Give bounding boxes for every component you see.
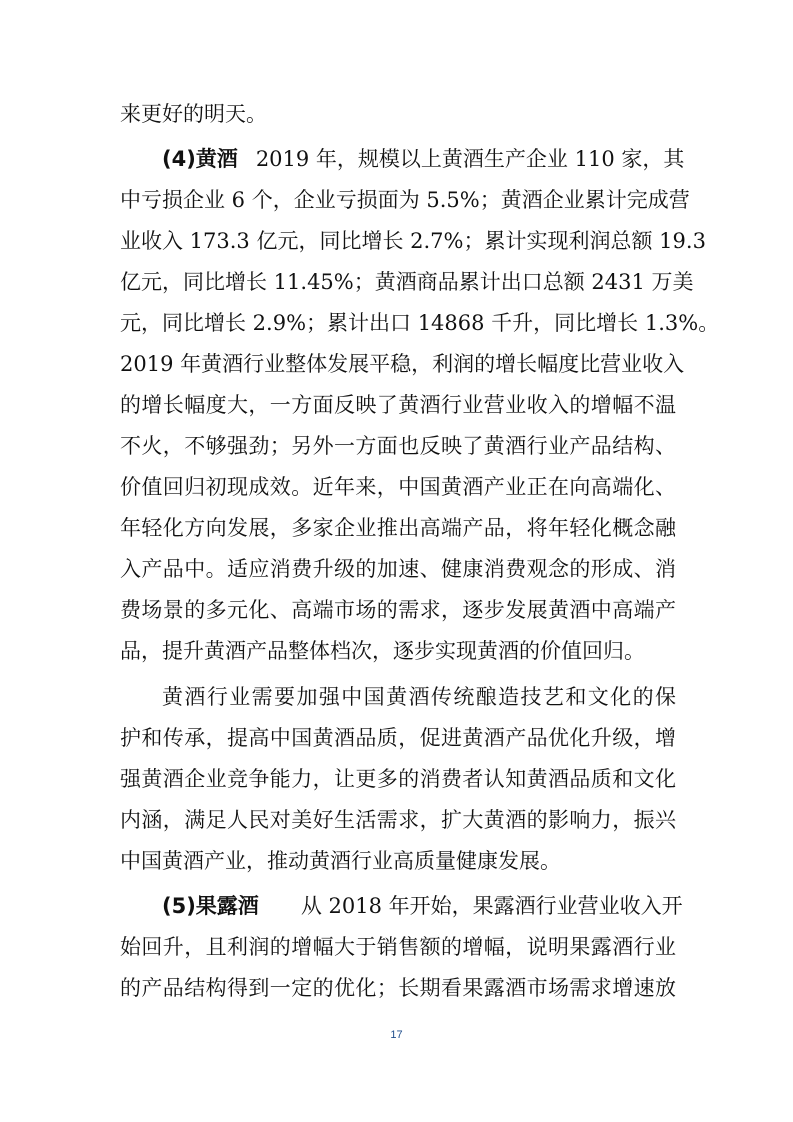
carryover-line-1: 来更好的明天。	[120, 102, 267, 126]
section-5-line-3: 的产品结构得到一定的优化；长期看果露酒市场需求增速放	[120, 976, 676, 1000]
section-4-line-2: 中亏损企业 6 个，企业亏损面为 5.5%；黄酒企业累计完成营	[120, 188, 690, 212]
section-4-line-11: 入产品中。适应消费升级的加速、健康消费观念的形成、消	[120, 557, 676, 581]
section-4-line-5: 元，同比增长 2.9%；累计出口 14868 千升，同比增长 1.3%。	[120, 311, 720, 335]
section-4-para-2-line-5: 中国黄酒产业，推动黄酒行业高质量健康发展。	[120, 849, 561, 873]
section-4-para-2-line-1: 黄酒行业需要加强中国黄酒传统酿造技艺和文化的保	[162, 685, 676, 709]
section-4-line-12: 费场景的多元化、高端市场的需求，逐步发展黄酒中高端产	[120, 598, 676, 622]
section-4-para-2-line-3: 强黄酒企业竞争能力，让更多的消费者认知黄酒品质和文化	[120, 767, 676, 791]
section-4-line-3: 业收入 173.3 亿元，同比增长 2.7%；累计实现利润总额 19.3	[120, 229, 706, 253]
page-number: 17	[390, 1029, 403, 1041]
section-4-line-7: 的增长幅度大，一方面反映了黄酒行业营业收入的增幅不温	[120, 393, 676, 417]
section-4-line-8: 不火，不够强劲；另外一方面也反映了黄酒行业产品结构、	[120, 434, 676, 458]
section-4-para-2-line-4: 内涵，满足人民对美好生活需求，扩大黄酒的影响力，振兴	[120, 808, 676, 832]
section-4-line-6: 2019 年黄酒行业整体发展平稳，利润的增长幅度比营业收入	[120, 352, 685, 376]
section-4-line-1	[162, 139, 685, 179]
section-4-line-9: 价值回归初现成效。近年来，中国黄酒产业正在向高端化、	[120, 475, 676, 499]
section-4-line-4: 亿元，同比增长 11.45%；黄酒商品累计出口总额 2431 万美	[120, 270, 694, 294]
section-4-line-13: 品，提升黄酒产品整体档次，逐步实现黄酒的价值回归。	[120, 639, 645, 663]
section-5-line-1	[162, 886, 683, 926]
section-5-line-2: 始回升，且利润的增幅大于销售额的增幅，说明果露酒行业	[120, 935, 676, 959]
section-4-line-10: 年轻化方向发展，多家企业推出高端产品，将年轻化概念融	[120, 516, 676, 540]
section-4-heading: (4)黄酒	[162, 147, 238, 171]
section-5-line-1-text: 从 2018 年开始，果露酒行业营业收入开	[300, 894, 683, 918]
section-4-line-1-text: 2019 年，规模以上黄酒生产企业 110 家，其	[255, 147, 685, 171]
section-5-heading: (5)果露酒	[162, 894, 259, 918]
section-4-para-2-line-2: 护和传承，提高中国黄酒品质，促进黄酒产品优化升级，增	[120, 726, 676, 750]
